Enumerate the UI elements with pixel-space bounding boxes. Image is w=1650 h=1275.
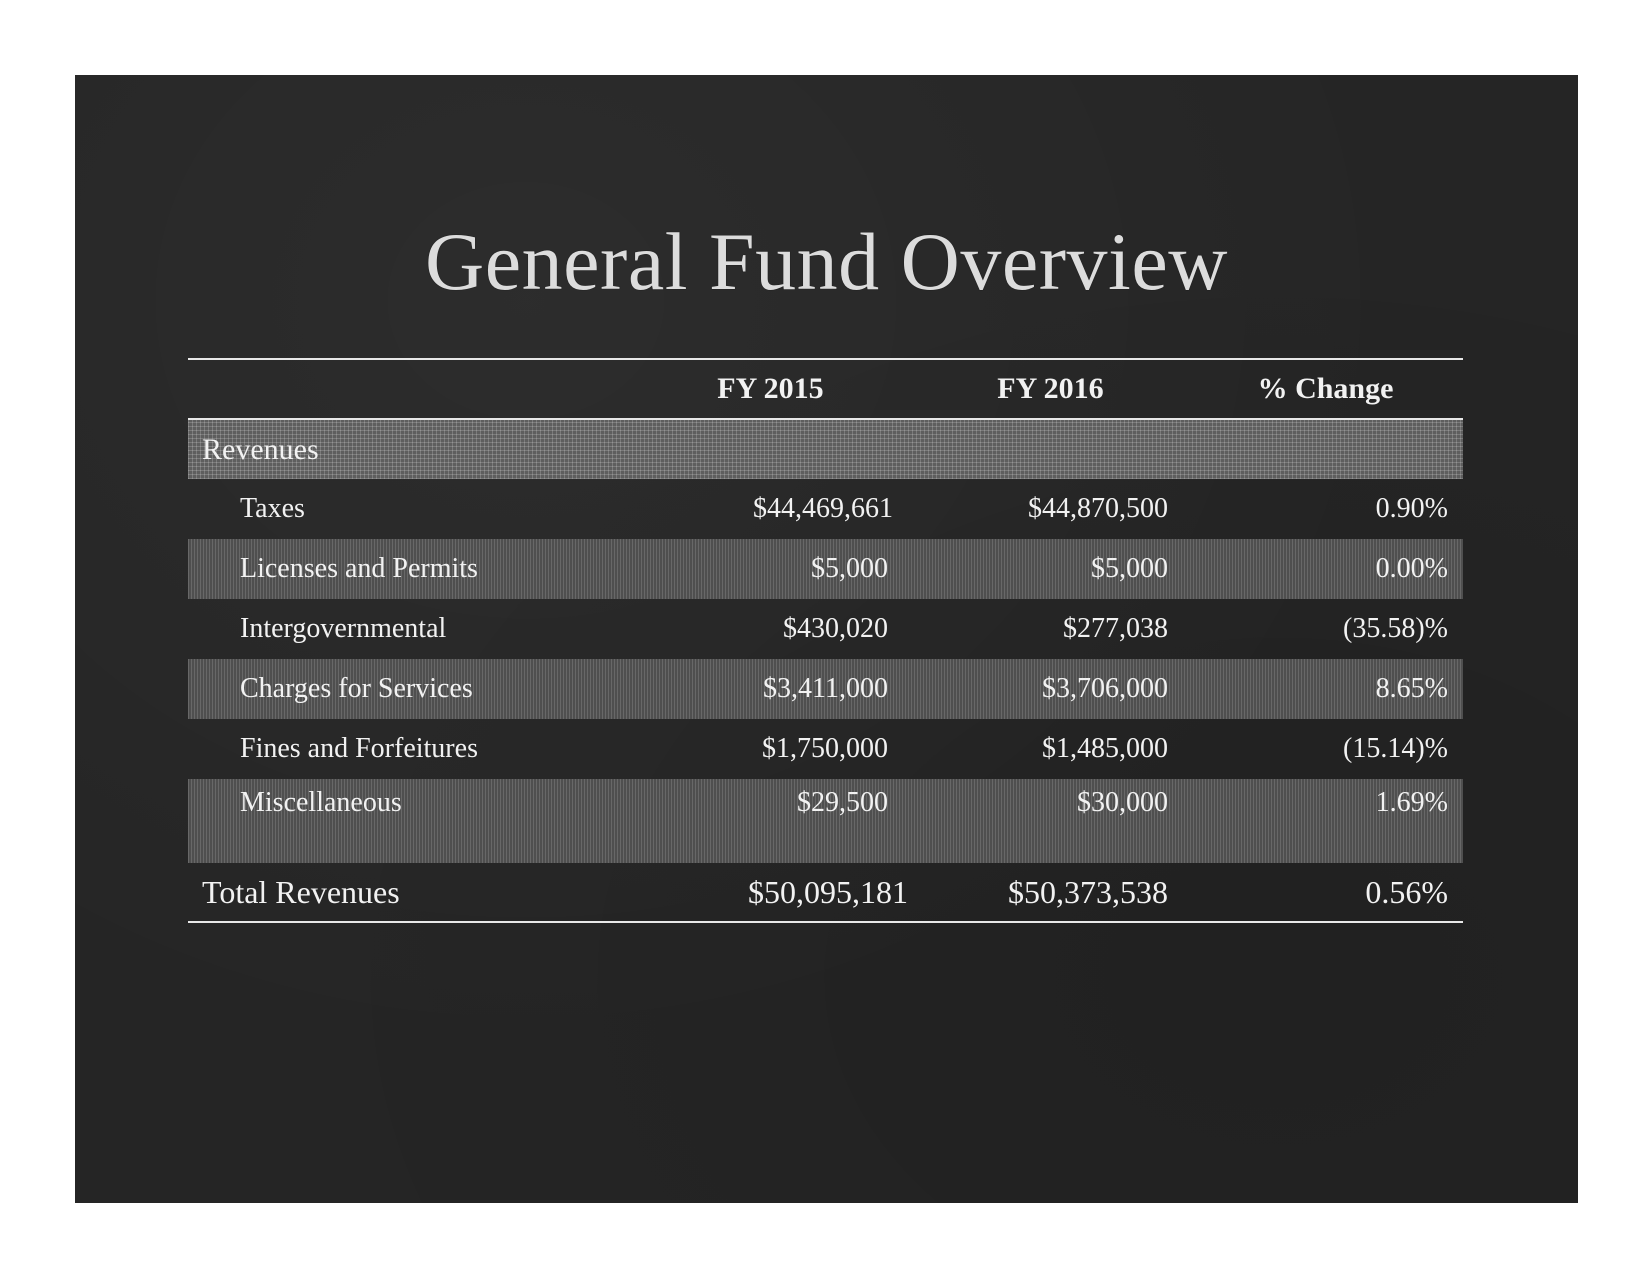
table-row xyxy=(188,599,1463,659)
row-fy2016: $277,038 xyxy=(1063,613,1168,644)
table-row xyxy=(188,779,1463,863)
slide xyxy=(75,75,1578,1203)
total-fy2015: $50,095,181 xyxy=(748,873,908,910)
row-change: 0.90% xyxy=(1375,493,1448,524)
row-change: 1.69% xyxy=(1375,787,1448,818)
row-label: Miscellaneous xyxy=(240,787,402,818)
row-change: (35.58)% xyxy=(1343,613,1448,644)
row-fy2015: $3,411,000 xyxy=(763,673,888,704)
row-fy2016: $1,485,000 xyxy=(1042,733,1168,764)
row-fy2015: $44,469,661 xyxy=(753,493,893,524)
header-fy2015: FY 2015 xyxy=(717,372,824,405)
revenue-table xyxy=(188,358,1463,923)
section-label: Revenues xyxy=(202,432,319,466)
table-row xyxy=(188,659,1463,719)
row-label: Intergovernmental xyxy=(240,613,447,644)
table-row xyxy=(188,539,1463,599)
row-fy2015: $5,000 xyxy=(811,553,888,584)
table-row xyxy=(188,719,1463,779)
row-label: Licenses and Permits xyxy=(240,553,478,584)
table-bottom-rule xyxy=(188,921,1463,923)
row-fy2015: $430,020 xyxy=(783,613,888,644)
section-row-revenues xyxy=(188,420,1463,479)
row-fy2016: $3,706,000 xyxy=(1042,673,1168,704)
row-fy2016: $5,000 xyxy=(1091,553,1168,584)
table-header-row xyxy=(188,360,1463,418)
row-label: Charges for Services xyxy=(240,673,473,704)
header-fy2016: FY 2016 xyxy=(997,372,1104,405)
total-change: 0.56% xyxy=(1365,873,1448,910)
slide-title: General Fund Overview xyxy=(425,216,1228,307)
row-fy2015: $1,750,000 xyxy=(762,733,888,764)
row-fy2016: $44,870,500 xyxy=(1028,493,1168,524)
row-change: 0.00% xyxy=(1375,553,1448,584)
row-fy2016: $30,000 xyxy=(1077,787,1168,818)
total-label: Total Revenues xyxy=(202,873,400,910)
total-fy2016: $50,373,538 xyxy=(1008,873,1168,910)
row-change: 8.65% xyxy=(1375,673,1448,704)
total-row xyxy=(188,863,1463,921)
row-label: Taxes xyxy=(240,493,305,524)
table-row xyxy=(188,479,1463,539)
row-fy2015: $29,500 xyxy=(797,787,888,818)
row-change: (15.14)% xyxy=(1343,733,1448,764)
header-percent-change: % Change xyxy=(1257,372,1394,405)
row-label: Fines and Forfeitures xyxy=(240,733,478,764)
